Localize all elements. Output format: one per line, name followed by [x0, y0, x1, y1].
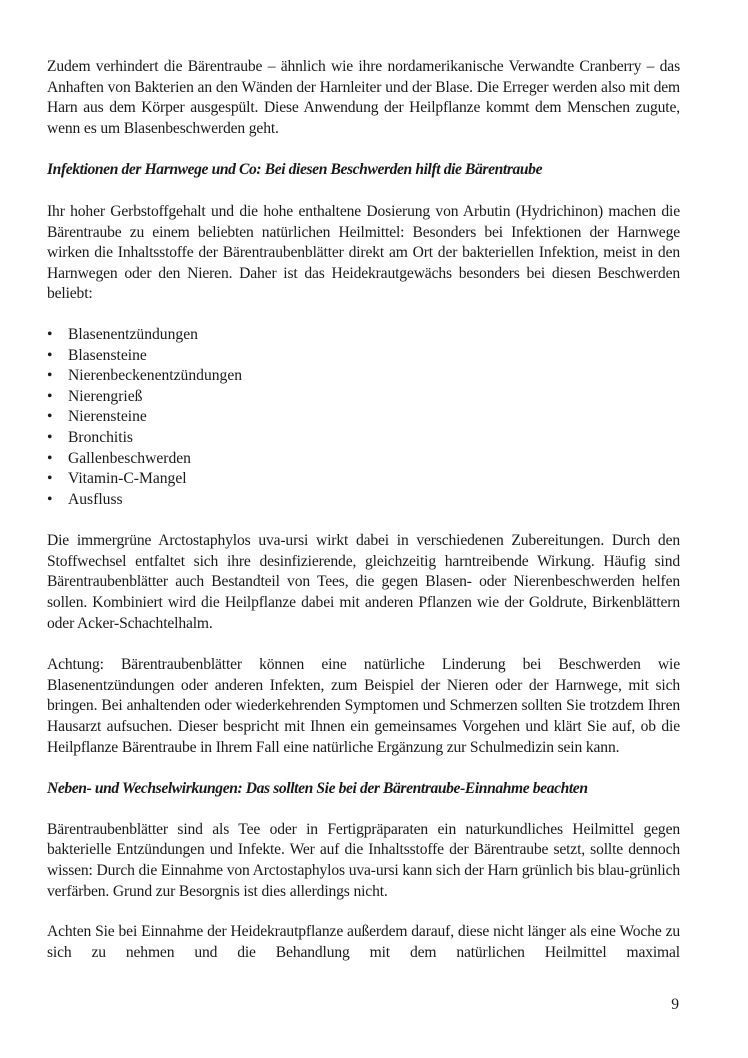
list-item — [47, 387, 680, 408]
list-item-text: Blasensteine — [68, 346, 147, 364]
heading-infektionen: Infektionen der Harnwege und Co: Bei diesen Beschwerden hilft die Bärentraube — [47, 161, 543, 179]
bullet-icon: • — [47, 449, 53, 467]
paragraph-tee: Bärentraubenblätter sind als Tee oder in Fertigpräparaten ein naturkundliches Heilmittel gegen bakterielle Entzündungen und Infekte. Wer auf die Inhaltsstoffe der Bärentraube setzt, sollte dennoch wissen: Durch die Einnahme von Arctostaphylos uva-ursi kann sich der Harn grünlich bis blau-grünlich verfärben. Grund zur Besorgnis ist dies allerdings nicht. — [47, 820, 680, 900]
page-number: 9 — [671, 996, 679, 1013]
complaints-list — [47, 325, 680, 510]
list-item-text: Gallenbeschwerden — [68, 449, 191, 467]
bullet-icon: • — [47, 490, 53, 508]
list-item — [47, 428, 680, 449]
list-item-text: Ausfluss — [68, 490, 123, 508]
list-item-text: Bronchitis — [68, 428, 133, 446]
list-item-text: Nierensteine — [68, 408, 147, 426]
list-item — [47, 366, 680, 387]
paragraph-intro: Zudem verhindert die Bärentraube – ähnlich wie ihre nordamerikanische Verwandte Cranberry – das Anhaften von Bakterien an den Wänden der Harnleiter und der Blase. Die Erreger werden also mit dem Harn aus dem Körper ausgespült. Diese Anwendung der Heilpflanze kommt dem Menschen zugute, wenn es um Blasenbeschwerden geht. — [47, 58, 680, 137]
list-item — [47, 469, 680, 490]
list-item — [47, 325, 680, 346]
bullet-icon: • — [47, 367, 53, 385]
bullet-icon: • — [47, 387, 53, 405]
list-item — [47, 490, 680, 511]
bullet-icon: • — [47, 325, 53, 343]
document-page — [47, 57, 680, 963]
paragraph-achtung: Achtung: Bärentraubenblätter können eine natürliche Linderung bei Beschwerden wie Blasenentzündungen oder anderen Infekten, zum Beispiel der Nieren oder der Harnwege, mit sich bringen. Bei anhaltenden oder wiederkehrenden Symptomen und Schmerzen sollten Sie trotzdem Ihren Hausarzt aufsuchen. Dieser bespricht mit Ihnen ein gemeinsames Vorgehen und klärt Sie auf, ob die Heilpflanze Bärentraube in Ihrem Fall eine natürliche Ergänzung zur Schulmedizin sein kann. — [47, 656, 680, 756]
heading-nebenwirkungen: Neben- und Wechselwirkungen: Das sollten Sie bei der Bärentraube-Einnahme beachten — [47, 780, 588, 798]
list-item-text: Blasenentzündungen — [68, 325, 198, 343]
bullet-icon: • — [47, 346, 53, 364]
bullet-icon: • — [47, 408, 53, 426]
list-item — [47, 346, 680, 367]
paragraph-dauer: Achten Sie bei Einnahme der Heidekrautpflanze außerdem darauf, diese nicht länger als eine Woche zu sich zu nehmen und die Behandlung mit dem natürlichen Heilmittel maximal — [47, 923, 680, 961]
list-item-text: Nierenbeckenentzündungen — [68, 367, 243, 385]
list-item-text: Vitamin-C-Mangel — [68, 470, 187, 488]
bullet-icon: • — [47, 470, 53, 488]
paragraph-gerbstoff: Ihr hoher Gerbstoffgehalt und die hohe enthaltene Dosierung von Arbutin (Hydrichinon) machen die Bärentraube zu einem beliebten natürlichen Heilmittel: Besonders bei Infektionen der Harnwege wirken die Inhaltsstoffe der Bärentraubenblätter direkt am Ort der bakteriellen Infektion, meist in den Harnwegen oder den Nieren. Daher ist das Heidekrautgewächs besonders bei diesen Beschwerden beliebt: — [47, 202, 680, 303]
paragraph-zubereitung: Die immergrüne Arctostaphylos uva-ursi wirkt dabei in verschiedenen Zubereitungen. Durch den Stoffwechsel entfaltet sich ihre desinfizierende, gleichzeitig harntreibende Wirkung. Häufig sind Bärentraubenblätter auch Bestandteil von Tees, die gegen Blasen- oder Nierenbeschwerden helfen sollen. Kombiniert wird die Heilpflanze dabei mit anderen Pflanzen wie der Goldrute, Birkenblättern oder Acker-Schachtelhalm. — [47, 532, 680, 632]
list-item — [47, 407, 680, 428]
list-item — [47, 449, 680, 470]
bullet-icon: • — [47, 428, 53, 446]
list-item-text: Nierengrieß — [68, 387, 143, 405]
